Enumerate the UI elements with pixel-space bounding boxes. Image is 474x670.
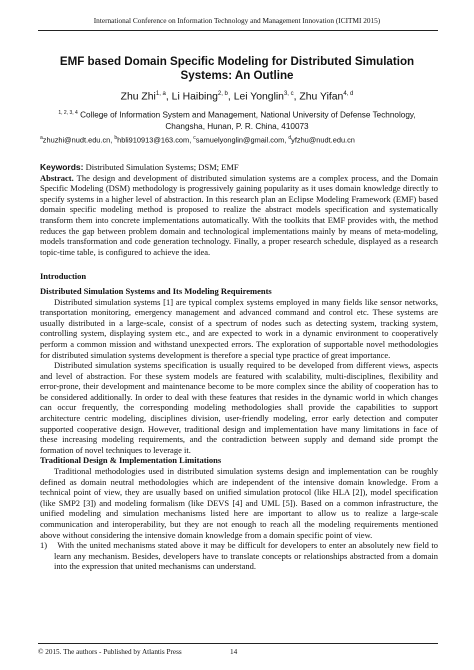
footer-rule (38, 643, 438, 644)
title-line-2: Systems: An Outline (180, 69, 294, 82)
subsection-heading-dss: Distributed Simulation Systems and Its Modeling Requirements (40, 285, 272, 296)
email-link[interactable]: zhuzhi@nudt.edu.cn (42, 135, 111, 145)
email-link[interactable]: hbli910913@163.com (117, 135, 190, 145)
author-name: Lei Yonglin (233, 91, 284, 103)
subsection-heading-tdil: Traditional Design & Implementation Limitations (40, 455, 222, 466)
email-sup: d (288, 135, 292, 141)
page-number: 14 (230, 648, 238, 656)
section-heading-introduction: Introduction (40, 271, 87, 282)
author-list: Zhu Zhi$^{1, a}$, Li Haibing$^{2, b}$, Lei Yonglin$^{3, c}$, Zhu Yifan$^{4, d}$ (120, 91, 354, 103)
affiliation-line-1: College of Information System and Management, National University of Defense Technology, (80, 110, 416, 120)
email-sup: c (193, 135, 196, 141)
keywords-label: Keywords: (40, 162, 84, 172)
author-name: Zhu Yifan (299, 91, 344, 103)
author-sup: 3, c (283, 91, 294, 97)
author-sup: 2, b (217, 91, 228, 97)
abstract-label: Abstract. (40, 172, 74, 183)
abstract (40, 173, 438, 258)
list-item (40, 540, 438, 572)
paragraph: Distributed simulation systems [1] are typical complex systems employed in many fields like sensor networks, transportation monitoring, emergency management and advanced command and control etc. These systems are usually distributed in a large-scale, consist of a spectrum of nodes such as detecting system, tracking system, controlling system, displaying system etc., and are expected to work in a dynamic environment to cooperatively perform a common mission and withstand unexpected errors. The exploration of supportable novel methodologies for distributed simulation systems development is therefore a special type practice of great importance. (40, 296, 438, 360)
paragraph: Traditional methodologies used in distributed simulation systems design and implementation can be roughly defined as domain neutral methodologies which are independent of the intensive domain knowledge. From a technical point of view, they are usually based on unified simulation protocol (like HLA [2]), model specification (like SMP2 [3]) and modeling formalism (like DEVS [4] and UML [5]). Based on a common infrastructure, the unified modeling and simulation mechanisms listed here are important to allow us to realize a large-scale communication and interoperability, but they are not enough to reach all the modeling requirements mentioned above without considering the intensive domain knowledge from a domain specific point of view. (40, 466, 438, 540)
abstract-text: The design and development of distributed simulation systems are a complex process, and the Domain Specific Modeling (DSM) methodology is progressively gaining popularity as it uses domain knowledge directly to specify systems in a higher level of abstraction. In this research plan an Eclipse Modeling Framework (EMF) based domain specific modeling method is proposed to realize the abstract models specification and systematically transform them into concrete implementations automatically. With the toolkits that EMF provides with, the method reduces the gap between problem domain and technological implementations mainly by means of meta-modeling, models transformation and code generation technology. Finally, a proper research schedule, displayed as a research topic-time table, is configured to achieve the idea. (40, 172, 438, 257)
author-name: Li Haibing (171, 91, 218, 103)
email-link[interactable]: yfzhu@nudt.edu.cn (291, 135, 355, 145)
email-sup: a (40, 135, 43, 141)
author-name: Zhu Zhi (120, 91, 156, 103)
author-sup: 4, d (343, 91, 354, 97)
paper-body (40, 162, 438, 572)
paragraph: Distributed simulation systems specification is usually required to be developed from different views, aspects and level of abstraction. For these system models are featured with scalability, multi-disciplines, flexibility and error-prone, their development and maintenance become to be more complex since the ability of cooperation has to be considered additionally. In order to deal with these features that resides in the dynamic world in which changes can occur frequently, the corresponding modeling methodologies shall provide the capabilities to support architecture centric modeling, disciplines division, user-friendly modeling, error early detection and computer supported cooperative design. However, traditional design and implementation have many limitations in face of these increasing modeling requirements, and the contradiction between supply and demand side prompt the formation of novel techniques to leverage it. (40, 360, 438, 455)
paper-title (40, 55, 434, 83)
affiliation (40, 108, 434, 132)
email-sup: b (114, 135, 118, 141)
header-rule (38, 30, 438, 31)
title-line-1: EMF based Domain Specific Modeling for Distributed Simulation (59, 55, 415, 68)
conference-header: International Conference on Information Technology and Management Innovation (ICITMI 2015) (93, 16, 381, 25)
affiliation-line-2: Changsha, Hunan, P. R. China, 410073 (165, 121, 309, 131)
author-emails: $^a$zhuzhi@nudt.edu.cn, $^b$hbli910913@163.com, $^c$samuelyonglin@gmail.com, $^d$yfzhu@nudt.edu.cn (40, 135, 355, 145)
keywords (40, 162, 438, 173)
affiliation-sup: 1, 2, 3, 4 (58, 110, 78, 116)
list-item-number: 1) (40, 540, 48, 551)
email-link[interactable]: samuelyonglin@gmail.com (195, 135, 285, 145)
keywords-text: Distributed Simulation Systems; DSM; EMF (83, 162, 239, 172)
list-item-text: With the united mechanisms stated above it may be difficult for developers to enter an absolutely new field to learn any mechanism. Besides, developers have to translate concepts or relationships abstracted from a domain into the expression that united mechanisms can understand. (54, 540, 439, 572)
footer-copyright: © 2015. The authors - Published by Atlantis Press (38, 648, 182, 656)
author-sup: 1, a (155, 91, 166, 97)
